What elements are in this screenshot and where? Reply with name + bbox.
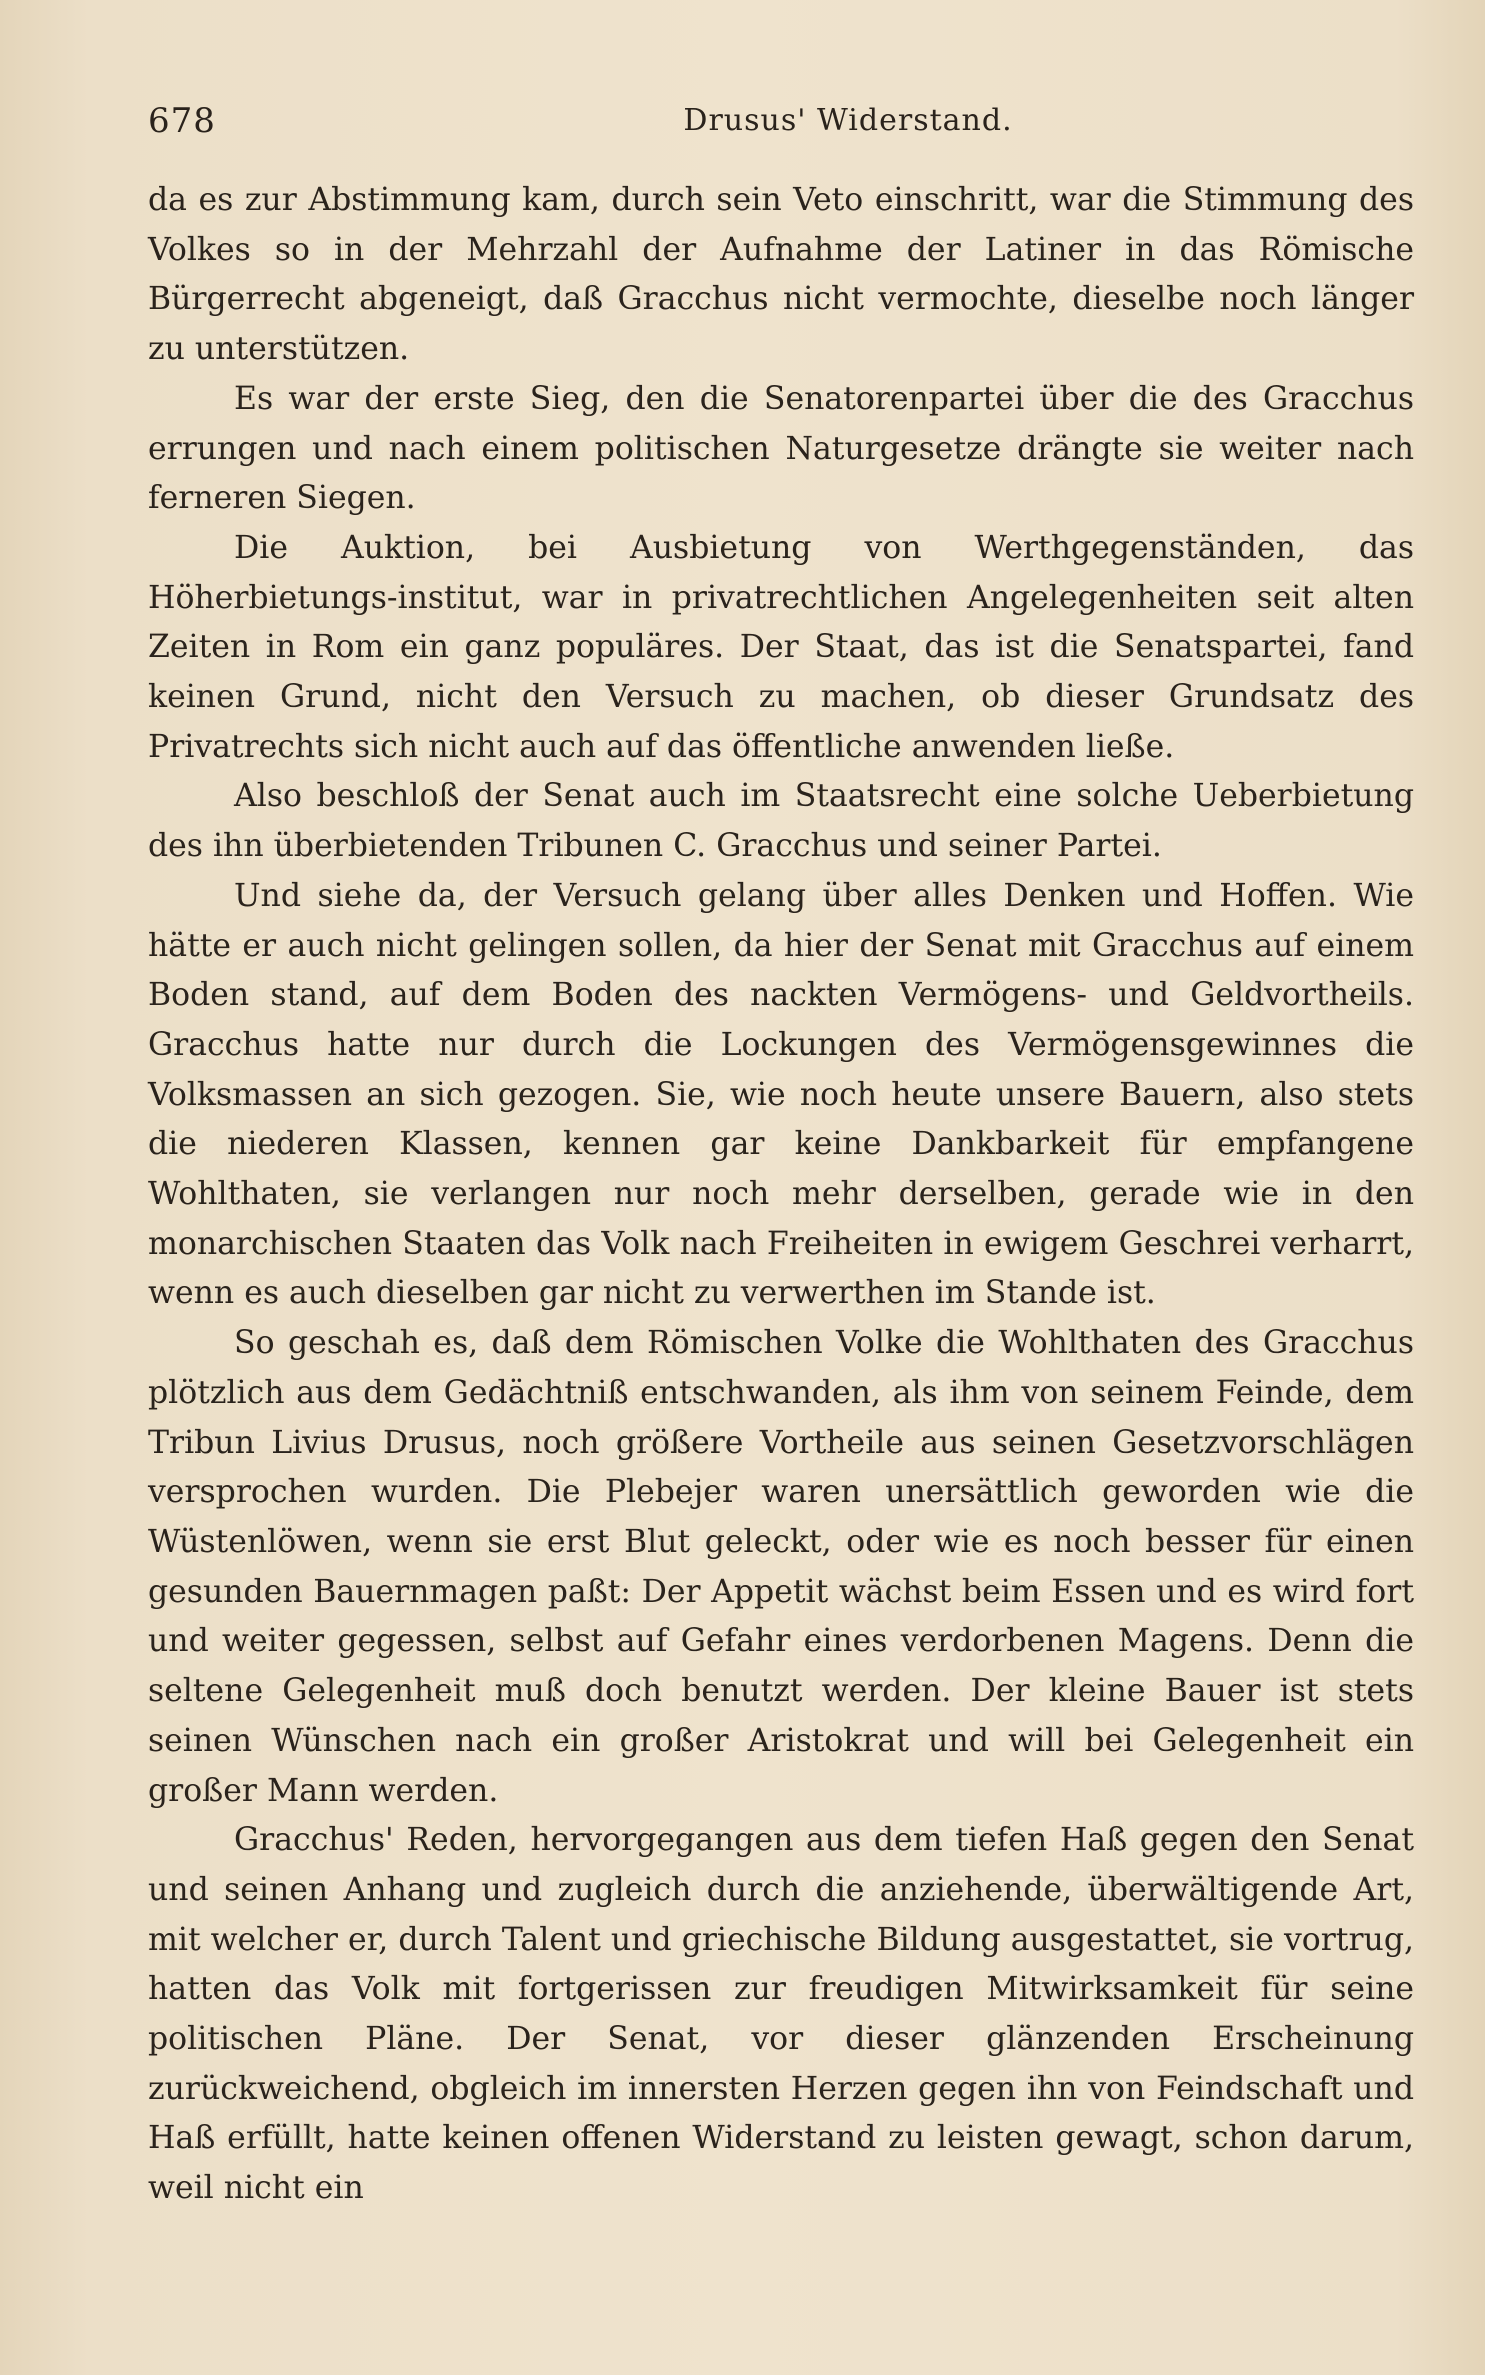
paragraph-7: Gracchus' Reden, hervorgegangen aus dem tiefen Haß gegen den Senat und seinen Anhang und zugleich durch die anziehende, überwältigende Art, mit welcher er, durch Talent und griechische Bildung ausgestattet, sie vortrug, hatten das Volk mit fortgerissen zur freudigen Mitwirksamkeit für seine politischen Pläne. Der Senat, vor dieser glänzenden Erscheinung zurückweichend, obgleich im innersten Herzen gegen ihn von Feindschaft und Haß erfüllt, hatte keinen offenen Widerstand zu leisten gewagt, schon darum, weil nicht ein [148, 1822, 1414, 2207]
running-title: Drusus' Widerstand. [683, 103, 1013, 138]
paragraph-2: Es war der erste Sieg, den die Senatorenpartei über die des Gracchus errungen und nach einem politischen Naturgesetze drängte sie weiter nach ferneren Siegen. [148, 380, 1414, 517]
paragraph-1: da es zur Abstimmung kam, durch sein Veto einschritt, war die Stimmung des Volkes so in der Mehrzahl der Aufnahme der Latiner in das Römische Bürgerrecht abgeneigt, daß Gracchus nicht vermochte, dieselbe noch länger zu unterstützen. [148, 182, 1414, 368]
body-text [148, 176, 1414, 2214]
paragraph-5: Und siehe da, der Versuch gelang über alles Denken und Hoffen. Wie hätte er auch nicht gelingen sollen, da hier der Senat mit Gracchus auf einem Boden stand, auf dem Boden des nackten Vermögens- und Geldvortheils. Gracchus hatte nur durch die Lockungen des Vermögensgewinnes die Volksmassen an sich gezogen. Sie, wie noch heute unsere Bauern, also stets die niederen Klassen, kennen gar keine Dankbarkeit für empfangene Wohlthaten, sie verlangen nur noch mehr derselben, gerade wie in den monarchischen Staaten das Volk nach Freiheiten in ewigem Geschrei verharrt, wenn es auch dieselben gar nicht zu verwerthen im Stande ist. [148, 877, 1414, 1312]
paragraph-4: Also beschloß der Senat auch im Staatsrecht eine solche Ueberbietung des ihn überbietenden Tribunen C. Gracchus und seiner Partei. [148, 778, 1414, 865]
running-head [148, 96, 1414, 148]
paragraph-3: Die Auktion, bei Ausbietung von Werthgegenständen, das Höherbietungs-institut, war in privatrechtlichen Angelegenheiten seit alten Zeiten in Rom ein ganz populäres. Der Staat, das ist die Senatspartei, fand keinen Grund, nicht den Versuch zu machen, ob dieser Grundsatz des Privatrechts sich nicht auch auf das öffentliche anwenden ließe. [148, 529, 1414, 765]
page-number: 678 [148, 101, 216, 141]
paragraph-6: So geschah es, daß dem Römischen Volke die Wohlthaten des Gracchus plötzlich aus dem Gedächtniß entschwanden, als ihm von seinem Feinde, dem Tribun Livius Drusus, noch größere Vortheile aus seinen Gesetzvorschlägen versprochen wurden. Die Plebejer waren unersättlich geworden wie die Wüstenlöwen, wenn sie erst Blut geleckt, oder wie es noch besser für einen gesunden Bauernmagen paßt: Der Appetit wächst beim Essen und es wird fort und weiter gegessen, selbst auf Gefahr eines verdorbenen Magens. Denn die seltene Gelegenheit muß doch benutzt werden. Der kleine Bauer ist stets seinen Wünschen nach ein großer Aristokrat und will bei Gelegenheit ein großer Mann werden. [148, 1325, 1414, 1809]
